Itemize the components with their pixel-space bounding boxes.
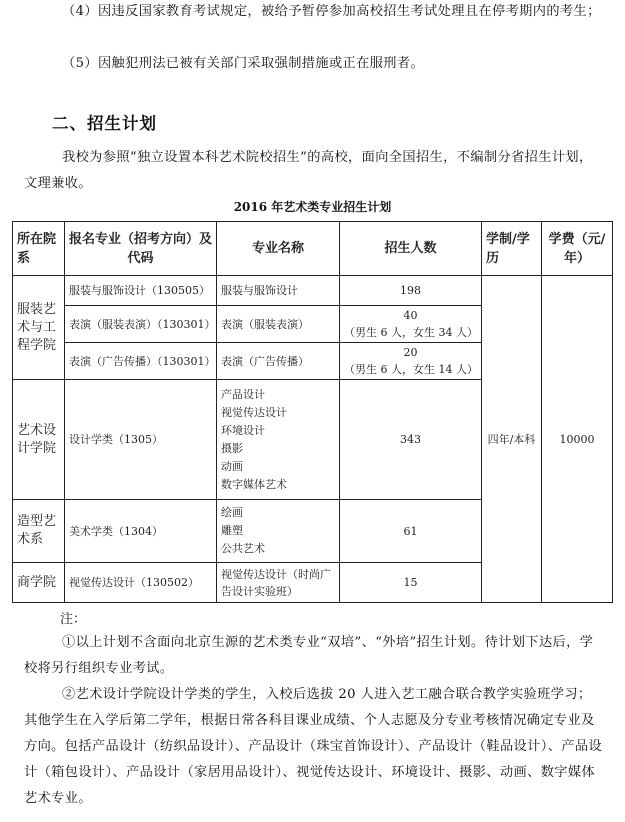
dept-cell: 商学院 [13,563,65,603]
notes-label: 注： [60,612,87,627]
count-cell: 61 [340,500,482,563]
header-major-code: 报名专业（招考方向）及代码 [65,222,217,276]
dept-cell: 造型艺术系 [13,500,65,563]
major-code-cell: 设计学类（1305） [65,380,217,500]
major-code-cell: 美术学类（1304） [65,500,217,563]
major-name-item: 环境设计 [221,423,265,437]
count-cell [340,343,482,380]
note-1: ①以上计划不含面向北京生源的艺术类专业“双培”、“外培”招生计划。待计划下达后，学校将另行组织专业考试。 [24,635,594,676]
major-name-item: 产品设计 [221,387,265,401]
major-name-cell: 服装与服饰设计 [217,276,340,306]
major-code-cell: 表演（广告传播）（130301） [65,343,217,380]
major-name-item: 视觉传达设计 [221,405,287,419]
intro-item-5: （5）因触犯刑法已被有关部门采取强制措施或正在服刑者。 [62,56,425,71]
major-code-cell: 视觉传达设计（130502） [65,563,217,603]
enrollment-plan-table [12,221,613,603]
section-paragraph: 我校为参照“独立设置本科艺术院校招生”的高校，面向全国招生，不编制分省招生计划，文理兼收。 [24,150,593,191]
table-title: 2016 年艺术类专业招生计划 [233,200,392,214]
header-dept: 所在院系 [13,222,65,276]
table-header-row [13,222,613,276]
note-2: ②艺术设计学院设计学类的学生，入校后选拔 20 人进入艺工融合联合教学实验班学习；其他学生在入学后第二学年，根据日常各科目课业成绩、个人志愿及分专业考核情况确定专业及方向。包括产品设计（纺织品设计）、产品设计（珠宝首饰设计）、产品设计（鞋品设计）、产品设计（箱包设计）、产品设计（家居用品设计）、视觉传达设计、环境设计、摄影、动画、数字媒体艺术专业。 [24,687,603,806]
major-name-item: 摄影 [221,441,243,455]
fee-cell: 10000 [542,276,613,603]
major-name-item: 动画 [221,459,243,473]
count-note: （男生 6 人，女生 14 人） [344,363,478,376]
major-name-list [217,380,340,500]
count-cell [340,306,482,343]
dept-cell: 艺术设计学院 [13,380,65,500]
count-value: 40 [403,309,418,322]
major-name-cell: 表演（服装表演） [217,306,340,343]
section-heading: 二、招生计划 [52,114,157,133]
table-row [13,276,613,306]
count-value: 20 [403,346,418,359]
major-code-cell: 服装与服饰设计（130505） [65,276,217,306]
major-name-item: 数字媒体艺术 [221,477,287,491]
intro-item-4: （4）因违反国家教育考试规定，被给予暂停参加高校招生考试处理且在停考期内的考生； [62,4,601,19]
header-fee: 学费（元/年） [542,222,613,276]
count-cell: 343 [340,380,482,500]
dept-cell: 服装艺术与工程学院 [13,276,65,380]
header-duration: 学制/学历 [482,222,542,276]
count-cell: 198 [340,276,482,306]
major-name-list [217,500,340,563]
major-name-item: 雕塑 [221,524,243,537]
major-name-item: 绘画 [221,506,243,519]
duration-cell: 四年/本科 [482,276,542,603]
count-note: （男生 6 人，女生 34 人） [344,326,478,339]
header-count: 招生人数 [340,222,482,276]
major-name-cell: 表演（广告传播） [217,343,340,380]
major-code-cell: 表演（服装表演）（130301） [65,306,217,343]
count-cell: 15 [340,563,482,603]
major-name-item: 公共艺术 [221,542,265,555]
major-name-cell: 视觉传达设计（时尚广告设计实验班） [217,563,340,603]
header-major-name: 专业名称 [217,222,340,276]
